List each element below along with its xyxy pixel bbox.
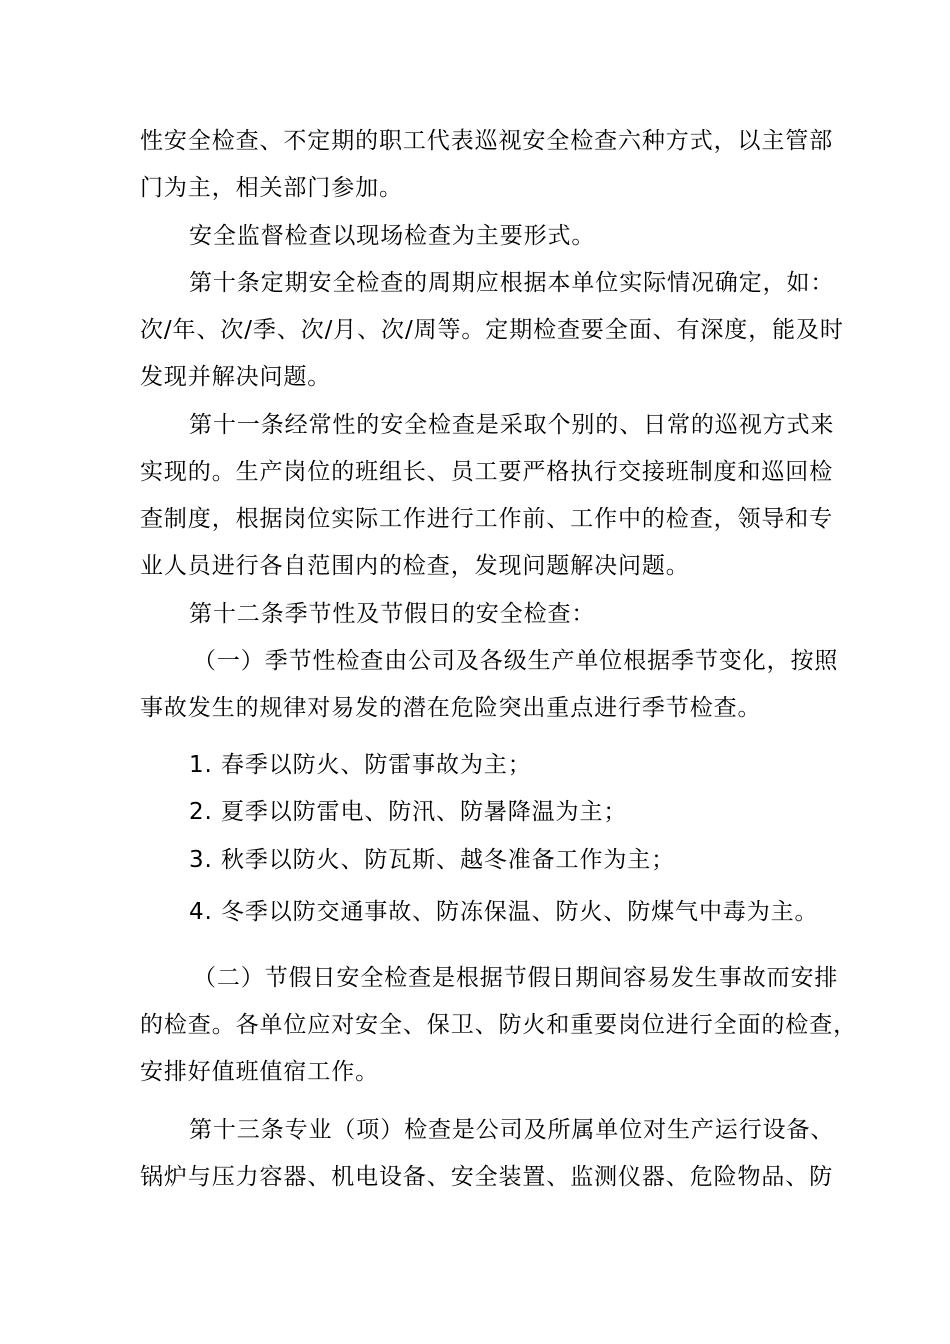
text-line: （二）节假日安全检查是根据节假日期间容易发生事故而安排	[193, 965, 839, 991]
text-line: 安全监督检查以现场检查为主要形式。	[189, 223, 596, 249]
text-line: 安排好值班值宿工作。	[140, 1059, 379, 1085]
text-line: 第十二条季节性及节假日的安全检查：	[189, 601, 596, 627]
text-line: 次/年、次/季、次/月、次/周等。定期检查要全面、有深度，能及时	[140, 317, 844, 343]
text-line: 查制度，根据岗位实际工作进行工作前、工作中的检查，领导和专	[140, 506, 834, 532]
list-item: 3. 秋季以防火、防瓦斯、越冬准备工作为主；	[189, 847, 676, 873]
text-line: 发现并解决问题。	[140, 364, 332, 390]
text-line: 事故发生的规律对易发的潜在危险突出重点进行季节检查。	[140, 695, 762, 721]
text-line: 业人员进行各自范围内的检查，发现问题解决问题。	[140, 553, 690, 579]
text-line: 门为主，相关部门参加。	[140, 175, 403, 201]
list-item: 4. 冬季以防交通事故、防冻保温、防火、防煤气中毒为主。	[189, 899, 819, 925]
text-line: （一）季节性检查由公司及各级生产单位根据季节变化，按照	[193, 648, 839, 674]
text-line: 第十条定期安全检查的周期应根据本单位实际情况确定，如：	[189, 270, 835, 296]
list-item: 2. 夏季以防雷电、防汛、防暑降温为主；	[189, 799, 628, 825]
text-line: 锅炉与压力容器、机电设备、安全装置、监测仪器、危险物品、防	[140, 1164, 834, 1190]
text-line: 实现的。生产岗位的班组长、员工要严格执行交接班制度和巡回检	[140, 459, 834, 485]
text-line: 第十三条专业（项）检查是公司及所属单位对生产运行设备、	[189, 1117, 835, 1143]
text-line: 性安全检查、不定期的职工代表巡视安全检查六种方式，以主管部	[140, 128, 834, 154]
text-line: 的检查。各单位应对安全、保卫、防火和重要岗位进行全面的检查，	[140, 1012, 857, 1038]
text-line: 第十一条经常性的安全检查是采取个别的、日常的巡视方式来	[189, 412, 835, 438]
list-item: 1. 春季以防火、防雷事故为主；	[189, 752, 532, 778]
